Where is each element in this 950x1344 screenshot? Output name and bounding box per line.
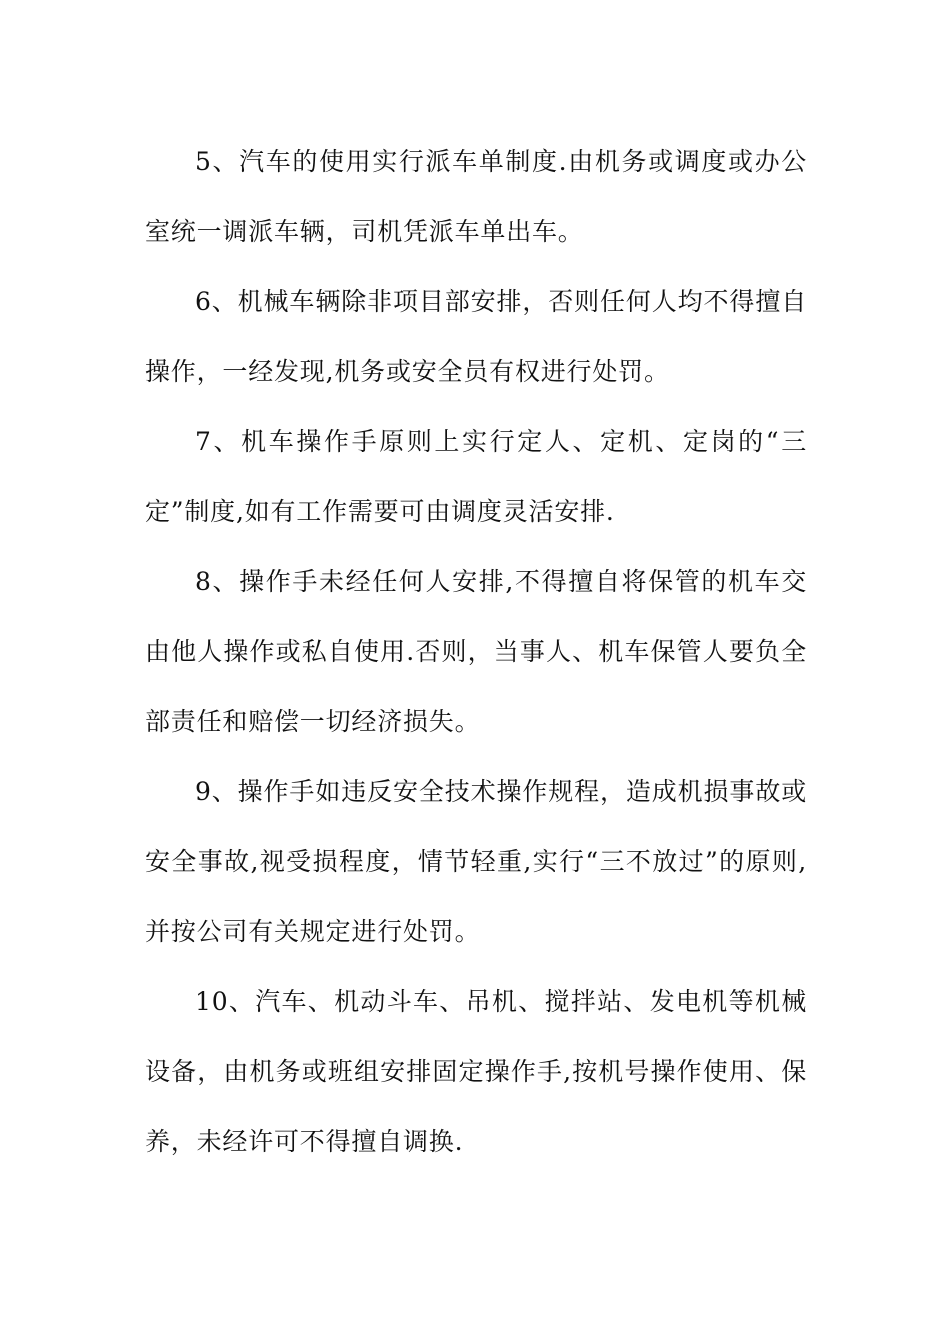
paragraph-rule-10: 10、汽车、机动斗车、吊机、搅拌站、发电机等机械设备，由机务或班组安排固定操作手,按机号操作使用、保养，未经许可不得擅自调换. <box>145 987 807 1156</box>
paragraph-rule-8: 8、操作手未经任何人安排,不得擅自将保管的机车交由他人操作或私自使用.否则，当事人、机车保管人要负全部责任和赔偿一切经济损失。 <box>145 567 807 736</box>
document-body <box>145 127 807 1177</box>
paragraph-rule-5: 5、汽车的使用实行派车单制度.由机务或调度或办公室统一调派车辆，司机凭派车单出车。 <box>145 147 807 246</box>
paragraph-rule-7: 7、机车操作手原则上实行定人、定机、定岗的“三定”制度,如有工作需要可由调度灵活安排. <box>145 427 807 526</box>
paragraph-rule-6: 6、机械车辆除非项目部安排，否则任何人均不得擅自操作，一经发现,机务或安全员有权进行处罚。 <box>145 287 807 386</box>
paragraph-rule-9: 9、操作手如违反安全技术操作规程，造成机损事故或安全事故,视受损程度，情节轻重,实行“三不放过”的原则,并按公司有关规定进行处罚。 <box>145 777 807 946</box>
